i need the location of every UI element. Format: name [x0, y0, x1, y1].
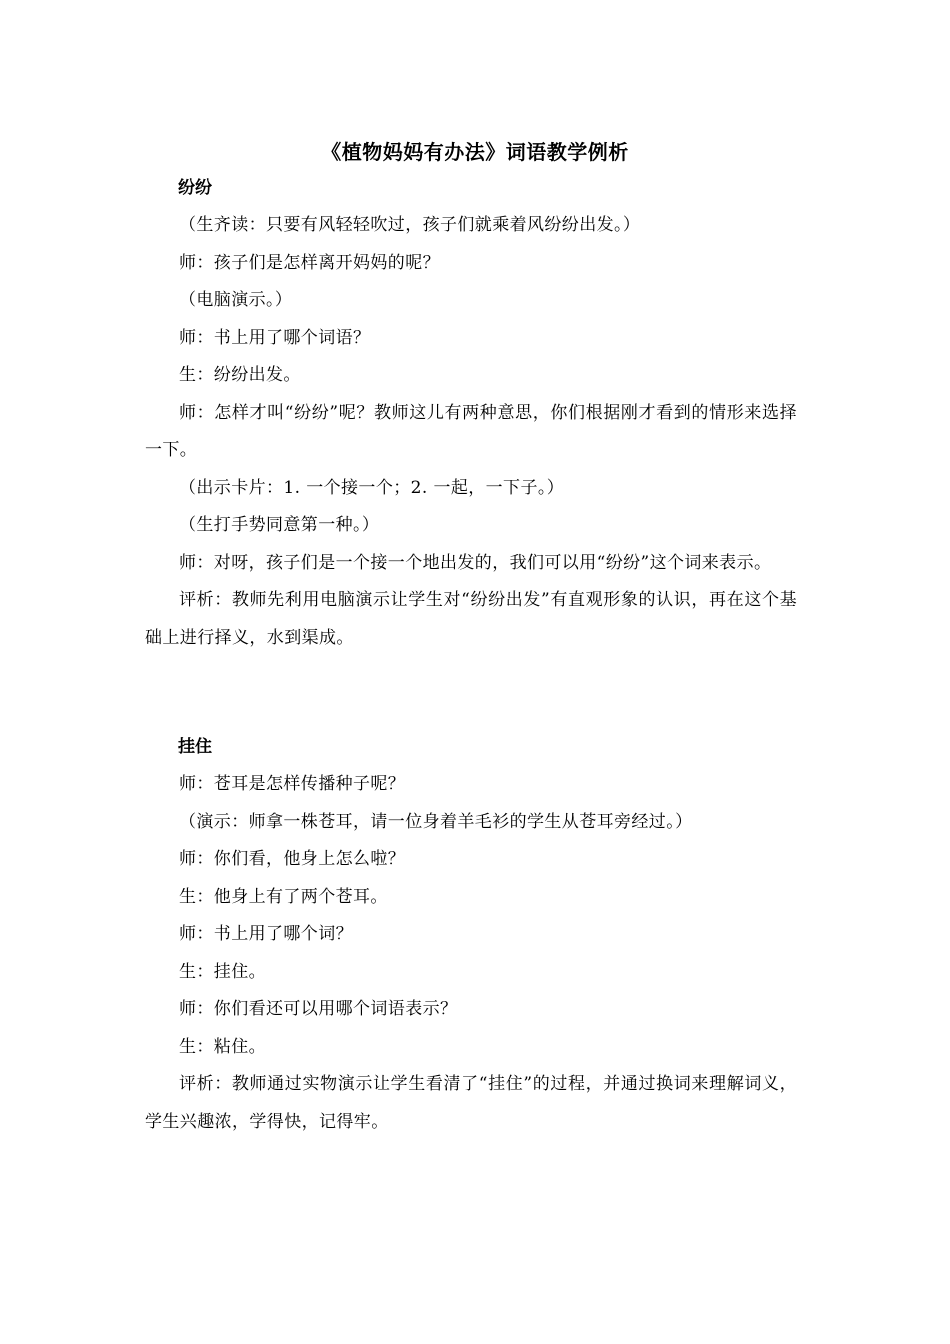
paragraph: 师：怎样才叫“纷纷”呢？教师这儿有两种意思，你们根据刚才看到的情形来选择一下。: [145, 402, 797, 460]
paragraph: 生：纷纷出发。: [179, 365, 301, 385]
paragraph: 生：挂住。: [179, 961, 266, 982]
paragraph: （演示：师拿一株苍耳，请一位身着羊毛衫的学生从苍耳旁经过。）: [179, 811, 693, 832]
section-fenfen: [145, 170, 797, 657]
section-guazhu: [145, 729, 797, 1141]
paragraph: 师：书上用了哪个词？: [179, 924, 353, 944]
paragraph: 生：他身上有了两个苍耳。: [179, 886, 388, 907]
section-heading: 挂住: [178, 737, 212, 757]
paragraph: 师：你们看还可以用哪个词语表示？: [179, 999, 458, 1019]
paragraph: （电脑演示。）: [179, 290, 293, 310]
paragraph: （出示卡片：1. 一个接一个；2. 一起，一下子。）: [179, 477, 565, 498]
paragraph: 师：你们看，他身上怎么啦？: [179, 849, 406, 869]
section-heading: 纷纷: [178, 178, 212, 198]
paragraph: （生齐读：只要有风轻轻吹过，孩子们就乘着风纷纷出发。）: [179, 215, 641, 235]
paragraph: 评析：教师通过实物演示让学生看清了“挂住”的过程，并通过换词来理解词义，学生兴趣浓，学得快，记得牢。: [145, 1074, 797, 1132]
paragraph: （生打手势同意第一种。）: [179, 515, 380, 535]
paragraph: 师：孩子们是怎样离开妈妈的呢？: [179, 252, 440, 273]
paragraph: 生：粘住。: [179, 1036, 266, 1057]
paragraph: 评析：教师先利用电脑演示让学生对“纷纷出发”有直观形象的认识，再在这个基础上进行择义，水到渠成。: [145, 590, 797, 648]
paragraph: 师：苍耳是怎样传播种子呢？: [179, 774, 406, 794]
paragraph: 师：对呀，孩子们是一个接一个地出发的，我们可以用“纷纷”这个词来表示。: [179, 552, 772, 573]
page-title: 《植物妈妈有办法》词语教学例析: [321, 140, 629, 164]
paragraph: 师：书上用了哪个词语？: [179, 327, 371, 348]
